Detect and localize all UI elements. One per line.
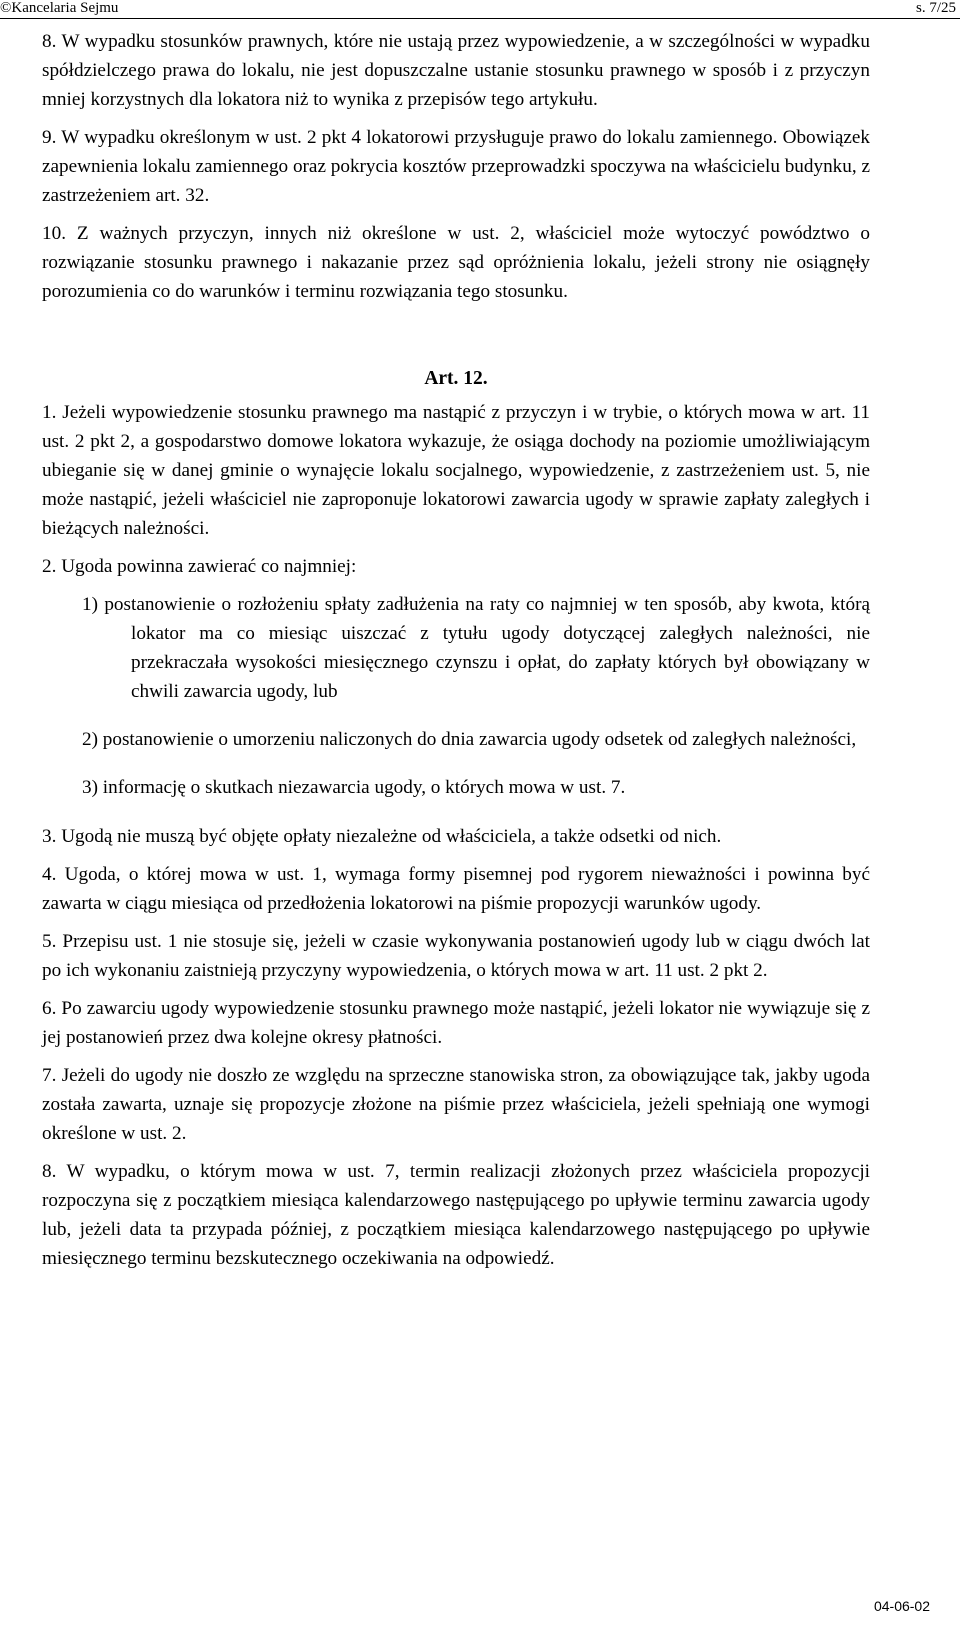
art12-paragraph-1: 1. Jeżeli wypowiedzenie stosunku prawnego ma nastąpić z przyczyn i w trybie, o których mowa w art. 11 ust. 2 pkt 2, a gospodarstwo domowe lokatora wykazuje, że osiąga dochody na poziomie umożliwiającym ubieganie się w danej gminie o wynajęcie lokalu socjalnego, wypowiedzenie, z zastrzeżeniem ust. 5, nie może nastąpić, jeżeli właściciel nie zaproponuje lokatorowi zawarcia ugody w sprawie zapłaty zaległych i bieżących należności. [42,402,870,539]
paragraph-8: 8. W wypadku stosunków prawnych, które nie ustają przez wypowiedzenie, a w szczególności w wypadku spółdzielczego prawa do lokalu, nie jest dopuszczalne ustanie stosunku prawnego w sposób i z przyczyn mniej korzystnych dla lokatora niż to wynika z przepisów tego artykułu. [42,31,870,110]
art12-paragraph-5: 5. Przepisu ust. 1 nie stosuje się, jeżeli w czasie wykonywania postanowień ugody lub w ciągu dwóch lat po ich wykonaniu zaistnieją przyczyny wypowiedzenia, o których mowa w art. 11 ust. 2 pkt 2. [42,930,870,981]
art12-paragraph-7: 7. Jeżeli do ugody nie doszło ze względu na sprzeczne stanowiska stron, za obowiązujące tak, jakby ugoda została zawarta, uznaje się propozycje złożone na piśmie przez właściciela, jeżeli spełniają one wymogi określone w ust. 2. [42,1064,870,1144]
art12-paragraph-4: 4. Ugoda, o której mowa w ust. 1, wymaga formy pisemnej pod rygorem nieważności i powinna być zawarta w ciągu miesiąca od przedłożenia lokatorowi na piśmie propozycji warunków ugody. [42,863,870,914]
article-title: Art. 12. [424,368,488,389]
publisher-label: ©Kancelaria Sejmu [0,0,119,16]
art12-paragraph-8: 8. W wypadku, o którym mowa w ust. 7, termin realizacji złożonych przez właściciela propozycji rozpoczyna się z początkiem miesiąca kalendarzowego następującego po upływie terminu zawarcia ugody lub, jeżeli data ta przypada później, z początkiem miesiąca kalendarzowego następującego po upływie miesięcznego terminu bezskutecznego oczekiwania na odpowiedź. [42,1160,870,1269]
page-header [0,0,960,19]
list-item: 3) informację o skutkach niezawarcia ugody, o których mowa w ust. 7. [82,777,626,799]
paragraph-10: 10. Z ważnych przyczyn, innych niż określone w ust. 2, właściciel może wytoczyć powództwo o rozwiązanie stosunku prawnego i nakazanie przez sąd opróżnienia lokalu, jeżeli strony nie osiągnęły porozumienia co do warunków i terminu rozwiązania tego stosunku. [42,223,870,302]
page-number: s. 7/25 [915,0,956,16]
art12-paragraph-2: 2. Ugoda powinna zawierać co najmniej: [42,556,357,577]
list-item: 2) postanowienie o umorzeniu naliczonych do dnia zawarcia ugody odsetek od zaległych należności, [82,729,857,751]
list-item: 1) postanowienie o rozłożeniu spłaty zadłużenia na raty co najmniej w ten sposób, aby kwota, którą lokator ma co miesiąc uiszczać z tytułu ugody dotyczącej zaległych należności, nie przekraczała wysokości miesięcznego czynszu i opłat, do zapłaty których był obowiązany w chwili zawarcia ugody, lub [82,594,870,702]
art12-paragraph-6: 6. Po zawarciu ugody wypowiedzenie stosunku prawnego może nastąpić, jeżeli lokator nie wywiązuje się z jej postanowień przez dwa kolejne okresy płatności. [42,997,870,1048]
paragraph-9: 9. W wypadku określonym w ust. 2 pkt 4 lokatorowi przysługuje prawo do lokalu zamiennego. Obowiązek zapewnienia lokalu zamiennego oraz pokrycia kosztów przeprowadzki spoczywa na właścicielu budynku, z zastrzeżeniem art. 32. [42,127,870,206]
document-body [42,27,870,1273]
footer-date: 04-06-02 [873,1598,930,1614]
art12-paragraph-3: 3. Ugodą nie muszą być objęte opłaty niezależne od właściciela, a także odsetki od nich. [42,825,722,847]
